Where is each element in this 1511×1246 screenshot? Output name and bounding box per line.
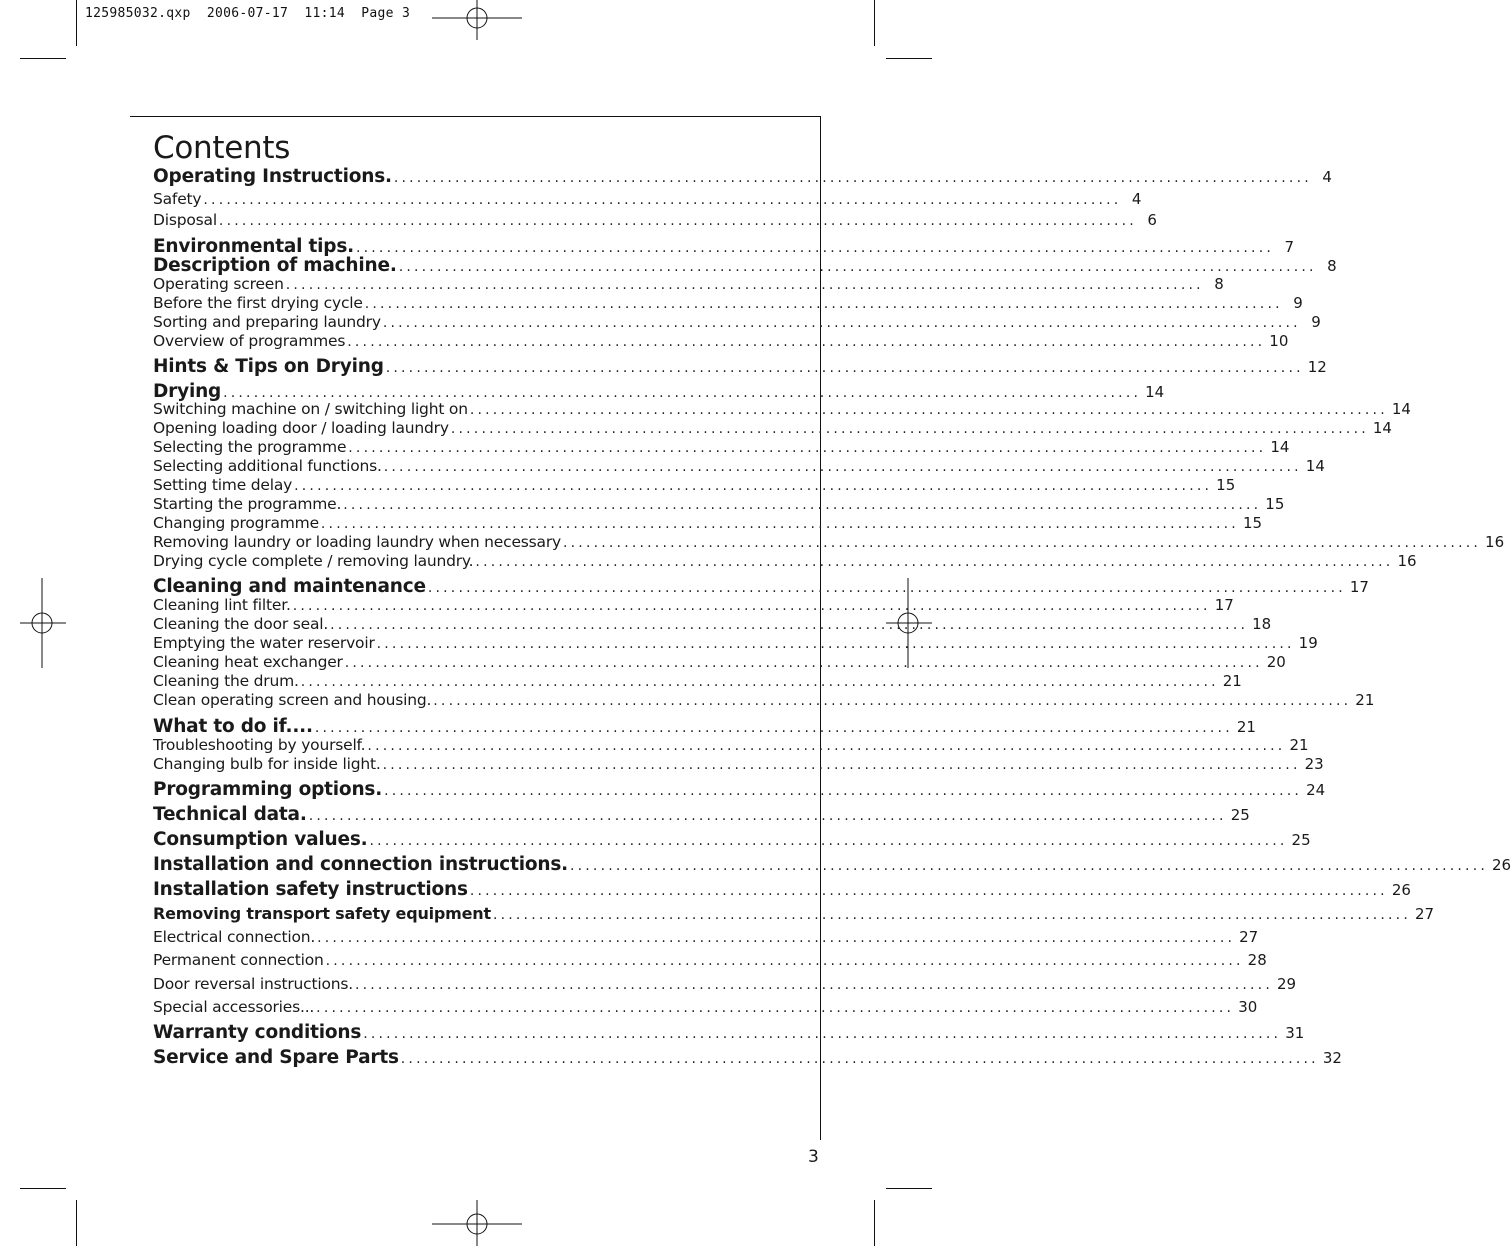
toc-entry-title: Description of machine. — [153, 255, 397, 276]
toc-entry-title: Environmental tips. — [153, 236, 354, 257]
toc-dot-leader: ........................................................................................................................ — [385, 360, 1304, 376]
toc-entry-title: Removing transport safety equipment — [153, 904, 491, 923]
toc-dot-leader: ........................................................................................................................ — [343, 497, 1262, 513]
toc-entry-title: Disposal — [153, 211, 217, 229]
toc-entry-page: 14 — [1372, 419, 1392, 437]
toc-dot-leader: ........................................................................................................................ — [320, 516, 1239, 532]
toc-dot-leader: ........................................................................................................................ — [355, 240, 1275, 256]
toc-dot-leader: ........................................................................................................................ — [325, 953, 1244, 969]
crop-mark — [76, 0, 77, 46]
toc-entry-title: Drying cycle complete / removing laundry. — [153, 552, 474, 570]
toc-entry-page: 32 — [1322, 1049, 1342, 1067]
toc-entry[interactable] — [153, 356, 1327, 377]
toc-entry-title: Cleaning the door seal. — [153, 615, 329, 633]
toc-dot-leader: ........................................................................................................................ — [382, 757, 1301, 773]
toc-entry[interactable] — [153, 615, 1272, 633]
page-title: Contents — [153, 130, 291, 166]
toc-entry-title: Drying — [153, 381, 222, 402]
toc-entry-page: 6 — [1147, 211, 1157, 229]
crop-mark — [20, 58, 66, 59]
toc-entry[interactable] — [153, 552, 1417, 570]
toc-dot-leader: ........................................................................................................................ — [427, 580, 1346, 596]
toc-entry-page: 17 — [1349, 578, 1369, 596]
toc-entry-page: 19 — [1298, 634, 1318, 652]
toc-entry[interactable] — [153, 951, 1267, 969]
toc-entry-title: Opening loading door / loading laundry — [153, 419, 449, 437]
toc-dot-leader: ........................................................................................................................ — [294, 478, 1213, 494]
toc-entry[interactable] — [153, 779, 1326, 800]
crop-mark — [874, 0, 875, 46]
toc-dot-leader: ........................................................................................................................ — [344, 655, 1263, 671]
toc-entry-page: 16 — [1397, 552, 1417, 570]
toc-entry[interactable] — [153, 975, 1297, 993]
toc-entry[interactable] — [153, 634, 1318, 652]
toc-entry-page: 24 — [1306, 781, 1326, 799]
toc-entry-page: 31 — [1285, 1024, 1305, 1042]
toc-entry-title: Changing programme — [153, 514, 319, 532]
toc-entry-page: 25 — [1291, 831, 1311, 849]
toc-dot-leader: ........................................................................................................................ — [400, 1051, 1319, 1067]
toc-entry-page: 15 — [1265, 495, 1285, 513]
toc-dot-leader: ........................................................................................................................ — [203, 192, 1122, 208]
toc-dot-leader: ........................................................................................................................ — [369, 833, 1288, 849]
frame-top-rule — [130, 116, 821, 117]
toc-dot-leader: ........................................................................................................................ — [367, 738, 1286, 754]
registration-mark-icon — [432, 1200, 522, 1246]
crop-mark — [886, 1188, 932, 1189]
toc-entry-page: 26 — [1492, 856, 1511, 874]
toc-dot-leader: ........................................................................................................................ — [563, 535, 1482, 551]
toc-entry-page: 15 — [1216, 476, 1236, 494]
toc-entry[interactable] — [153, 854, 1511, 875]
toc-entry[interactable] — [153, 928, 1259, 946]
toc-entry[interactable] — [153, 476, 1236, 494]
toc-dot-leader: ........................................................................................................................ — [348, 440, 1267, 456]
toc-entry[interactable] — [153, 653, 1286, 671]
toc-entry[interactable] — [153, 457, 1325, 475]
toc-entry-title: What to do if.... — [153, 716, 313, 737]
toc-entry[interactable] — [153, 514, 1263, 532]
toc-entry-page: 8 — [1214, 275, 1224, 293]
toc-dot-leader: ........................................................................................................................ — [330, 617, 1249, 633]
toc-entry-page: 16 — [1485, 533, 1505, 551]
toc-entry-page: 10 — [1269, 332, 1289, 350]
toc-entry-page: 14 — [1391, 400, 1411, 418]
toc-entry-page: 14 — [1270, 438, 1290, 456]
toc-entry-page: 21 — [1355, 691, 1375, 709]
toc-entry-title: Setting time delay — [153, 476, 293, 494]
toc-entry[interactable] — [153, 716, 1256, 737]
file-slug: 125985032.qxp 2006-07-17 11:14 Page 3 — [85, 6, 411, 21]
toc-dot-leader: ........................................................................................................................ — [433, 693, 1352, 709]
toc-entry-title: Overview of programmes — [153, 332, 346, 350]
toc-dot-leader: ........................................................................................................................ — [569, 858, 1489, 874]
toc-dot-leader: ........................................................................................................................ — [300, 674, 1219, 690]
toc-dot-leader: ........................................................................................................................ — [450, 421, 1369, 437]
toc-entry-page: 21 — [1222, 672, 1242, 690]
toc-entry-page: 9 — [1293, 294, 1303, 312]
toc-entry-title: Technical data. — [153, 804, 307, 825]
toc-dot-leader: ........................................................................................................................ — [308, 808, 1227, 824]
toc-dot-leader: ........................................................................................................................ — [363, 1026, 1282, 1042]
toc-dot-leader: ........................................................................................................................ — [469, 402, 1388, 418]
toc-entry-title: Emptying the water reservoir — [153, 634, 375, 652]
toc-dot-leader: ........................................................................................................................ — [469, 883, 1388, 899]
toc-dot-leader: ........................................................................................................................ — [376, 636, 1295, 652]
toc-entry[interactable] — [153, 400, 1411, 418]
toc-entry-title: Cleaning lint filter. — [153, 596, 291, 614]
toc-entry-title: Before the first drying cycle — [153, 294, 363, 312]
toc-dot-leader: ........................................................................................................................ — [475, 554, 1394, 570]
crop-mark — [20, 1188, 66, 1189]
toc-dot-leader: ........................................................................................................................ — [285, 277, 1204, 293]
toc-entry-title: Cleaning the drum. — [153, 672, 299, 690]
toc-dot-leader: ........................................................................................................................ — [316, 1000, 1235, 1016]
toc-entry-title: Sorting and preparing laundry — [153, 313, 381, 331]
toc-dot-leader: ........................................................................................................................ — [317, 930, 1236, 946]
toc-entry[interactable] — [153, 211, 1157, 229]
toc-entry-title: Selecting additional functions. — [153, 457, 382, 475]
toc-entry[interactable] — [153, 829, 1311, 850]
toc-entry-page: 27 — [1414, 905, 1435, 923]
crop-mark — [76, 1200, 77, 1246]
toc-entry-title: Removing laundry or loading laundry when necessary — [153, 533, 561, 551]
toc-entry-page: 7 — [1284, 238, 1295, 256]
toc-dot-leader: ........................................................................................................................ — [383, 459, 1302, 475]
crop-mark — [874, 1200, 875, 1246]
toc-entry-title: Hints & Tips on Drying — [153, 356, 384, 377]
toc-entry[interactable] — [153, 533, 1505, 551]
toc-dot-leader: ........................................................................................................................ — [398, 259, 1317, 275]
toc-entry[interactable] — [153, 691, 1375, 709]
toc-entry-title: Switching machine on / switching light on — [153, 400, 468, 418]
toc-entry[interactable] — [153, 236, 1295, 257]
toc-entry[interactable] — [153, 576, 1369, 597]
registration-mark-icon — [432, 0, 522, 40]
toc-entry-page: 8 — [1327, 257, 1337, 275]
toc-entry-title: Operating Instructions. — [153, 166, 392, 187]
toc-entry-page: 17 — [1214, 596, 1234, 614]
toc-entry-title: Door reversal instructions. — [153, 975, 353, 993]
toc-entry[interactable] — [153, 804, 1250, 825]
toc-entry[interactable] — [153, 736, 1309, 754]
toc-entry-title: Programming options. — [153, 779, 383, 800]
toc-entry-title: Cleaning heat exchanger — [153, 653, 343, 671]
toc-entry-title: Starting the programme. — [153, 495, 342, 513]
toc-entry-title: Cleaning and maintenance — [153, 576, 426, 597]
toc-entry-title: Selecting the programme — [153, 438, 347, 456]
toc-dot-leader: ........................................................................................................................ — [393, 170, 1312, 186]
toc-entry[interactable] — [153, 166, 1332, 187]
toc-entry[interactable] — [153, 879, 1411, 900]
toc-entry-page: 21 — [1236, 718, 1256, 736]
toc-entry[interactable] — [153, 313, 1321, 331]
toc-dot-leader: ........................................................................................................................ — [492, 907, 1411, 923]
toc-entry-page: 20 — [1266, 653, 1286, 671]
toc-entry[interactable] — [153, 672, 1242, 690]
toc-entry-title: Operating screen — [153, 275, 284, 293]
toc-entry-title: Permanent connection — [153, 951, 324, 969]
toc-dot-leader: ........................................................................................................................ — [218, 213, 1137, 229]
toc-entry[interactable] — [153, 294, 1303, 312]
toc-entry[interactable] — [153, 255, 1337, 276]
toc-dot-leader: ........................................................................................................................ — [292, 598, 1211, 614]
registration-mark-icon — [20, 578, 66, 668]
toc-entry-page: 15 — [1242, 514, 1263, 532]
toc-dot-leader: ........................................................................................................................ — [382, 315, 1301, 331]
toc-entry-page: 27 — [1239, 928, 1259, 946]
toc-entry[interactable] — [153, 1047, 1342, 1068]
toc-entry-page: 4 — [1131, 190, 1142, 208]
toc-dot-leader: ........................................................................................................................ — [364, 296, 1283, 312]
toc-entry-title: Electrical connection. — [153, 928, 316, 946]
toc-dot-leader: ........................................................................................................................ — [314, 720, 1233, 736]
toc-entry-page: 28 — [1247, 951, 1267, 969]
toc-entry[interactable] — [153, 1022, 1305, 1043]
toc-entry[interactable] — [153, 419, 1392, 437]
toc-entry-page: 12 — [1307, 358, 1327, 376]
toc-entry-page: 21 — [1289, 736, 1309, 754]
toc-entry-title: Special accessories... — [153, 998, 315, 1016]
toc-entry[interactable] — [153, 904, 1435, 923]
toc-entry-page: 30 — [1238, 998, 1258, 1016]
toc-dot-leader: ........................................................................................................................ — [347, 334, 1266, 350]
toc-entry-page: 14 — [1145, 383, 1165, 401]
toc-entry[interactable] — [153, 495, 1285, 513]
toc-entry-page: 26 — [1391, 881, 1411, 899]
toc-entry-page: 14 — [1305, 457, 1325, 475]
toc-entry[interactable] — [153, 332, 1289, 350]
toc-entry-page: 29 — [1276, 975, 1297, 993]
toc-entry-page: 23 — [1304, 755, 1324, 773]
toc-entry-title: Consumption values. — [153, 829, 368, 850]
toc-entry[interactable] — [153, 596, 1234, 614]
toc-dot-leader: ........................................................................................................................ — [384, 783, 1303, 799]
toc-entry[interactable] — [153, 755, 1324, 773]
toc-entry[interactable] — [153, 381, 1165, 402]
toc-entry-title: Clean operating screen and housing. — [153, 691, 432, 709]
toc-entry-page: 4 — [1322, 168, 1332, 186]
toc-entry[interactable] — [153, 190, 1142, 208]
page-number: 3 — [808, 1147, 819, 1167]
toc-entry-title: Warranty conditions — [153, 1022, 362, 1043]
crop-mark — [886, 58, 932, 59]
toc-entry-title: Service and Spare Parts — [153, 1047, 399, 1068]
toc-entry[interactable] — [153, 998, 1258, 1016]
toc-entry-title: Safety — [153, 190, 202, 208]
toc-entry-page: 18 — [1252, 615, 1272, 633]
toc-entry-title: Troubleshooting by yourself. — [153, 736, 366, 754]
toc-entry-title: Installation safety instructions — [153, 879, 468, 900]
toc-entry-title: Changing bulb for inside light. — [153, 755, 381, 773]
toc-entry[interactable] — [153, 275, 1224, 293]
toc-entry-page: 25 — [1230, 806, 1250, 824]
toc-entry-page: 9 — [1311, 313, 1321, 331]
toc-dot-leader: ........................................................................................................................ — [354, 977, 1273, 993]
toc-dot-leader: ........................................................................................................................ — [223, 385, 1142, 401]
toc-entry-title: Installation and connection instructions. — [153, 854, 568, 875]
toc-entry[interactable] — [153, 438, 1290, 456]
